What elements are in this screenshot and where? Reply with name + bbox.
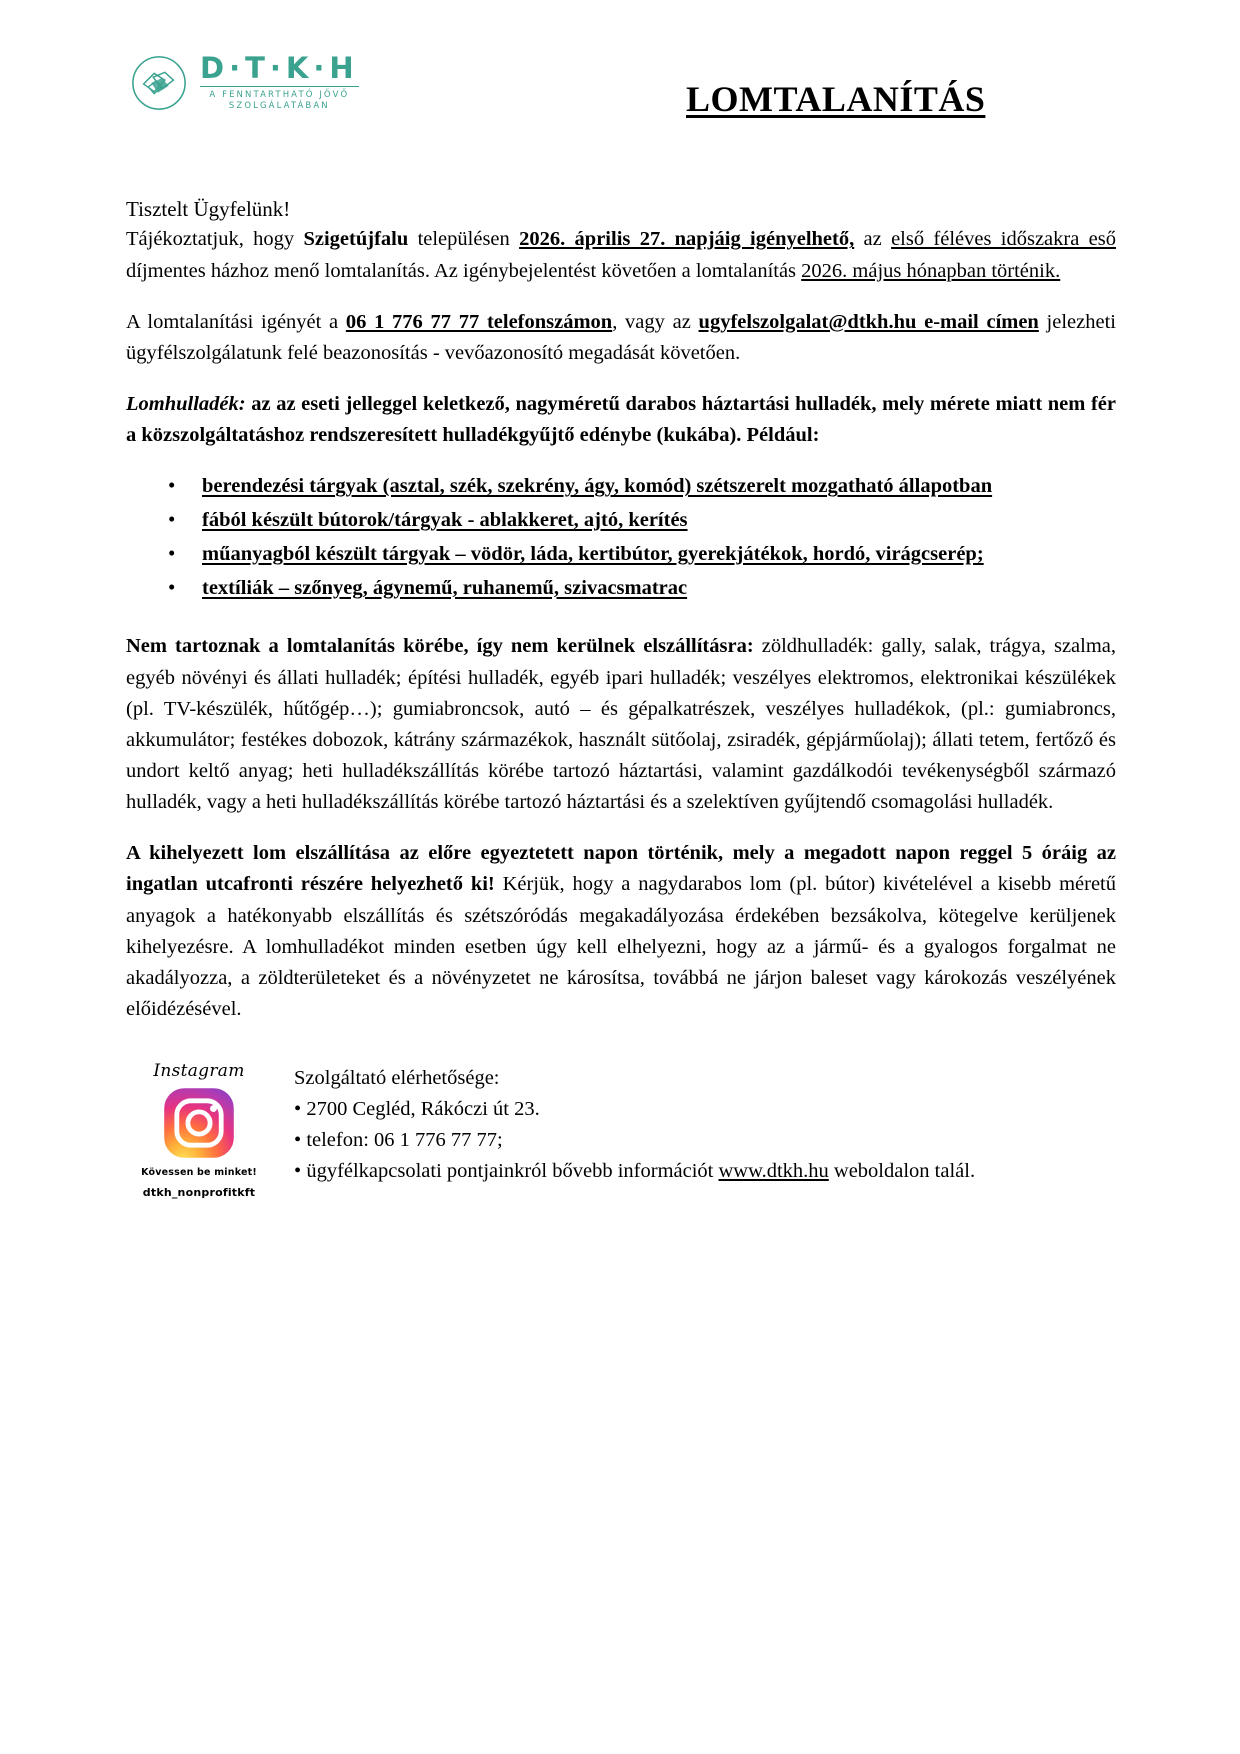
page-title: LOMTALANÍTÁS [686, 79, 986, 119]
email-address: ugyfelszolgalat@dtkh.hu e-mail címen [698, 310, 1039, 333]
list-item [126, 573, 1116, 604]
p2-text-2: , vagy az [612, 310, 699, 333]
paragraph-exclusions [126, 631, 1116, 818]
dtkh-wordmark: D·T·K·H [200, 51, 359, 85]
p2-text-1: A lomtalanítási igényét a [126, 310, 346, 333]
logo-divider [200, 86, 359, 87]
exclusions-lead: Nem tartoznak a lomtalanítás körébe, így nem kerülnek elszállításra: [126, 635, 754, 658]
paragraph-request-deadline [126, 224, 1116, 286]
list-item [126, 505, 1116, 536]
document-header [126, 46, 1116, 138]
p1-text-4: díjmentes házhoz menő lomtalanítás. Az igénybejelentést követően a lomtalanítás [126, 259, 802, 282]
p1-text-3: az [854, 228, 892, 251]
instagram-icon[interactable] [162, 1086, 236, 1160]
placement-text: Kérjük, hogy a nagydarabos lom (pl. bútor) kivételével a kisebb méretű anyagok a hatékonyabb elszállítás és szétszóródás megakadályozása érdekében bezsákolva, kötegelve kerüljenek kihelyezésre. A lomhulladékot minden esetben úgy kell elhelyezni, hogy az a jármű- és a gyalogos forgalmat ne akadályozza, a zöldterületeket és a növényzetet ne károsítsa, továbbá ne járjon baleset vagy károkozás veszélyének előidézésével. [126, 873, 1116, 1021]
accepted-items-list [126, 471, 1116, 603]
contact-address-label: 2700 Cegléd, Rákóczi út 23. [306, 1098, 540, 1120]
definition-text: az az eseti jelleggel keletkező, nagyméretű darabos háztartási hulladék, mely mérete miatt nem fér a közszolgáltatáshoz rendszeresített hulladékgyűjtő edénybe (kukába). Például: [126, 393, 1116, 447]
dtkh-tagline-line2: SZOLGÁLATÁBAN [228, 101, 330, 112]
list-item-label: fából készült bútorok/tárgyak - ablakkeret, ajtó, kerítés [202, 509, 688, 532]
placement-lead: A kihelyezett lom elszállítása az előre egyeztetett napon történik, mely a megadott napon reggel 5 óráig az ingatlan utcafronti részére helyezhető ki! [126, 842, 1116, 896]
document-footer [126, 1059, 1116, 1199]
contact-web-suffix: weboldalon talál. [828, 1159, 976, 1182]
contact-address: • 2700 Cegléd, Rákóczi út 23. [294, 1098, 540, 1120]
contact-details [294, 1059, 975, 1186]
contact-heading: Szolgáltató elérhetősége: [294, 1067, 500, 1090]
phone-number: 06 1 776 77 77 telefonszámon [345, 310, 613, 333]
paragraph-definition [126, 389, 1116, 451]
instagram-wordmark: Instagram [153, 1061, 245, 1082]
request-deadline: 2026. április 27. napjáig igényelhető, [519, 228, 855, 251]
settlement-name: Szigetújfalu [303, 228, 409, 251]
instagram-follow-text: Kövessen be minket! [141, 1167, 257, 1179]
contact-web-prefix: ügyfélkapcsolati pontjainkról bővebb információt [306, 1159, 719, 1182]
exclusions-text: zöldhulladék: gally, salak, trágya, szalma, egyéb növényi és állati hulladék; építési hulladék, egyéb ipari hulladék; veszélyes elektromos, elektronikai készülékek (pl. TV-készülék, hűtőgép…); gumiabroncsok, autó – és gépalkatrészek, veszélyes hulladékok, (pl.: gumiabroncs, akkumulátor; festékes dobozok, kátrány származékok, használt sütőolaj, zsiradék, gépjárműolaj); állati tetem, fertőző és undort keltő anyag; heti hulladékszállítás körébe tartozó háztartási, valamint gazdálkodói tevékenységből származó hulladék, vagy a heti hulladékszállítás körébe tartozó háztartási és a szelektíven gyűjtendő csomagolási hulladék. [126, 635, 1117, 814]
contact-phone-label: telefon: 06 1 776 77 77; [306, 1128, 503, 1151]
p1-text-2: településen [408, 228, 520, 251]
list-item-label: berendezési tárgyak (asztal, szék, szekrény, ágy, komód) szétszerelt mozgatható állapotban [202, 475, 993, 498]
contact-web: • ügyfélkapcsolati pontjainkról bővebb információt www.dtkh.hu weboldalon talál. [294, 1159, 976, 1182]
paragraph-contact-channels [126, 307, 1116, 369]
dtkh-tagline-line1: A FENNTARTHATÓ JÖVŐ [209, 90, 350, 100]
dtkh-logo-text [200, 51, 359, 113]
paragraph-placement-rules [126, 838, 1116, 1025]
collection-month: 2026. május hónapban történik. [801, 259, 1061, 282]
instagram-handle: dtkh_nonprofitkft [142, 1186, 256, 1200]
instagram-block[interactable] [140, 1061, 258, 1199]
list-item-label: műanyagból készült tárgyak – vödör, láda, kertibútor, gyerekjátékok, hordó, virágcserép; [202, 542, 984, 565]
dtkh-emblem-icon [130, 54, 188, 112]
definition-term: Lomhulladék: [126, 393, 246, 416]
p2-text-3: jelezheti ügyfélszolgálatunk felé beazonosítás - vevőazonosító megadását követően. [126, 310, 1116, 364]
list-item [126, 471, 1116, 502]
greeting-line: Tisztelt Ügyfelünk! [126, 197, 291, 221]
list-item [126, 539, 1116, 570]
dtkh-logo [130, 51, 359, 113]
contact-phone: • telefon: 06 1 776 77 77; [294, 1128, 503, 1151]
p1-text-1: Tájékoztatjuk, hogy [126, 228, 304, 251]
website-link[interactable]: www.dtkh.hu [718, 1159, 829, 1182]
list-item-label: textíliák – szőnyeg, ágynemű, ruhanemű, szivacsmatrac [202, 576, 688, 599]
period-label: első féléves időszakra eső [891, 228, 1116, 251]
